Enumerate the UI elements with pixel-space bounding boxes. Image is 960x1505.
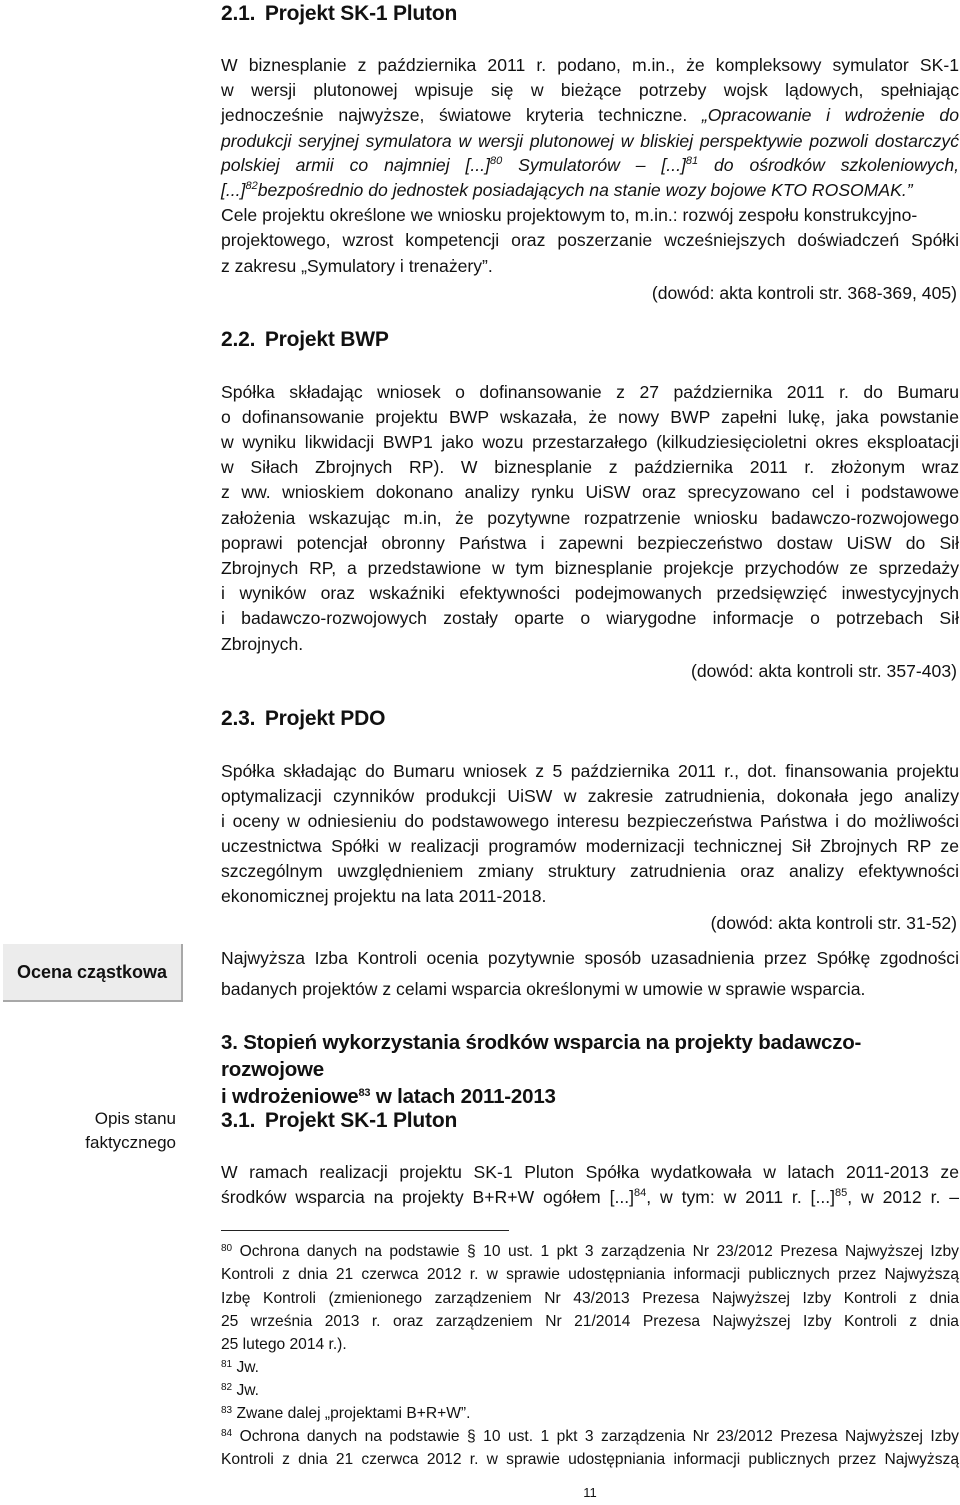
partial-assessment-label: Ocena cząstkowa: [3, 944, 183, 1002]
heading-2-1: [221, 2, 457, 26]
footnote-text: Jw.: [236, 1359, 259, 1376]
quote-span: polskiej armii co najmniej [...]: [221, 155, 490, 175]
text-span: , w 2012 r. –: [847, 1187, 959, 1207]
footnote-line: Izbę Kontroli (zmienionego zarządzeniem Nr 43/2013 Prezesa Najwyższej Izby Kontroli z dnia: [221, 1290, 959, 1307]
heading-3: [221, 1029, 960, 1110]
quote-span: do ośrodków szkoleniowych,: [698, 155, 960, 175]
footnote-80: [221, 1241, 959, 1263]
quote-span: bezpośrednio do jednostek posiadających na stanie wozy bojowe KTO ROSOMAK.: [257, 180, 907, 200]
heading-number: 2.3.: [221, 707, 256, 730]
text-line: W ramach realizacji projektu SK-1 Pluton Spółka wydatkowała w latach 2011-2013 ze: [221, 1162, 959, 1182]
text-line: założenia wskazując m.in, że pozytywne rozpatrzenie wniosku badawczo-rozwojowego: [221, 508, 959, 528]
text-line: w wyniku likwidacji BWP1 jako wozu przestarzałego (kilkudziesięcioletni okres eksploatacji: [221, 432, 959, 452]
factual-state-label: [30, 1107, 176, 1155]
footnote-text: Ochrona danych na podstawie § 10 ust. 1 pkt 3 zarządzenia Nr 23/2012 Prezesa Najwyższej Izby: [239, 1428, 959, 1445]
footnote-82: [221, 1380, 959, 1402]
heading-title: Projekt BWP: [264, 328, 389, 351]
footnote-81: [221, 1357, 959, 1379]
text-line: i badawczo-rozwojowych zostały oparte o wiarygodne informacje o potrzebach Sił: [221, 608, 959, 628]
text-line: o dofinansowanie projektu BWP wskazała, że nowy BWP zapełni lukę, jaka powstanie: [221, 407, 959, 427]
heading-title: w latach 2011-2013: [370, 1085, 556, 1108]
quote-line: produkcji seryjnej symulatora w wersji plutonowej w bliskiej perspektywie pozwoli dostarczyć: [221, 131, 959, 151]
heading-title: Projekt SK-1 Pluton: [264, 2, 458, 25]
text-span: , w tym: w 2011 r. [...]: [646, 1187, 836, 1207]
text-line: poprawi potencjał obronny Państwa i zapewni bezpieczeństwo dostaw UiSW do Sił: [221, 533, 959, 553]
heading-2-2: [221, 328, 389, 352]
text-line: [221, 1185, 959, 1210]
footnote-line: Kontroli z dnia 21 czerwca 2012 r. w sprawie udostępniania informacji publicznych przez Najwyższą: [221, 1451, 959, 1468]
text-line: Zbrojnych RP, a przedstawione w tym biznesplanie projekcje przychodów ze sprzedaży: [221, 558, 959, 578]
footnote-number: 83: [221, 1405, 233, 1416]
text-line: szczególnym uwzględnieniem zmiany struktury zatrudnienia oraz analizy efektywności: [221, 861, 959, 881]
text-line: uczestnictwa Spółki w realizacji programów modernizacji technicznej Sił Zbrojnych RP ze: [221, 836, 959, 856]
footnote-line: Kontroli z dnia 21 czerwca 2012 r. w sprawie udostępniania informacji publicznych przez Najwyższą: [221, 1266, 959, 1283]
text-line: badanych projektów z celami wsparcia określonymi w umowie w sprawie wsparcia.: [221, 979, 866, 999]
text-line: ekonomicznej projektu na lata 2011-2018.: [221, 886, 547, 906]
label-line: Opis stanu: [94, 1109, 176, 1128]
quote-span: Symulatorów – [...]: [502, 155, 686, 175]
text-span: jednocześnie najwyższe, światowe kryteria techniczne.: [221, 105, 688, 125]
quote-line: [221, 153, 959, 178]
heading-number: 2.2.: [221, 328, 256, 351]
footnote-line: 25 września 2013 r. oraz zarządzeniem Nr 21/2014 Prezesa Najwyższej Izby Kontroli z dnia: [221, 1313, 959, 1330]
text-span: środków wsparcia na projekty B+R+W ogółem [...]: [221, 1187, 635, 1207]
footnote-separator: [221, 1230, 509, 1231]
text-line: w Siłach Zbrojnych RP). W biznesplanie z października 2011 r. złożonym wraz: [221, 457, 959, 477]
footnote-84: [221, 1426, 959, 1448]
evidence-reference: (dowód: akta kontroli str. 31-52): [710, 913, 957, 933]
footnote-text: Zwane dalej „projektami B+R+W”.: [236, 1405, 471, 1422]
heading-number: 2.1.: [221, 2, 256, 25]
text-line: Najwyższa Izba Kontroli ocenia pozytywnie sposób uzasadnienia przez Spółkę zgodności: [221, 948, 959, 968]
heading-line: [221, 1083, 960, 1110]
evidence-reference: (dowód: akta kontroli str. 357-403): [690, 661, 957, 681]
footnote-text: Jw.: [236, 1382, 259, 1399]
footnote-ref: 85: [835, 1187, 848, 1199]
footnote-number: 84: [221, 1428, 233, 1439]
text-line: [221, 103, 959, 128]
footnote-number: 82: [221, 1382, 233, 1393]
text-line: z ww. wnioskiem dokonano analizy rynku UiSW oraz sprecyzowano cel i podstawowe: [221, 482, 959, 502]
text-line: Spółka składając do Bumaru wniosek z 5 października 2011 r., dot. finansowania projektu: [221, 761, 959, 781]
text-line: i wyników oraz wskaźniki efektywności podejmowanych przedsięwzięć inwestycyjnych: [221, 583, 959, 603]
text-line: Spółka składając wniosek o dofinansowanie z 27 października 2011 r. do Bumaru: [221, 382, 959, 402]
heading-title: Projekt PDO: [264, 707, 386, 730]
text-line: w wersji plutonowej wpisuje się w bieżące potrzeby wojsk lądowych, spełniając: [221, 80, 959, 100]
heading-title: i wdrożeniowe: [221, 1085, 359, 1108]
heading-title: Projekt SK-1 Pluton: [264, 1109, 458, 1132]
footnote-text: Ochrona danych na podstawie § 10 ust. 1 pkt 3 zarządzenia Nr 23/2012 Prezesa Najwyższej Izby: [239, 1243, 959, 1260]
heading-line: [221, 1029, 960, 1083]
footnote-ref: 81: [685, 155, 699, 167]
page-number: 11: [583, 1485, 597, 1500]
text-line: Zbrojnych.: [221, 634, 304, 654]
footnote-number: 80: [221, 1243, 233, 1254]
heading-number: 3.1.: [221, 1109, 256, 1132]
text-line: projektowego, wzrost kompetencji oraz poszerzanie wcześniejszych doświadczeń Spółki: [221, 230, 959, 250]
footnote-ref: 80: [489, 155, 503, 167]
footnote-ref: 83: [358, 1087, 371, 1099]
text-line: optymalizacji czynników produkcji UiSW w zakresie zatrudnienia, dokonała jego analizy: [221, 786, 959, 806]
heading-3-1: [221, 1109, 457, 1133]
heading-title: Stopień wykorzystania środków wsparcia na projekty badawczo-rozwojowe: [221, 1031, 862, 1081]
footnote-83: [221, 1403, 959, 1425]
text-line: W biznesplanie z października 2011 r. podano, m.in., że kompleksowy symulator SK-1: [221, 55, 959, 75]
footnote-ref: 84: [634, 1187, 647, 1199]
evidence-reference: (dowód: akta kontroli str. 368-369, 405): [651, 283, 957, 303]
footnote-ref: 82: [245, 180, 258, 192]
label-line: faktycznego: [85, 1133, 176, 1152]
text-line: Cele projektu określone we wniosku projektowym to, m.in.: rozwój zespołu konstrukcyjno-: [221, 205, 918, 225]
heading-2-3: [221, 707, 385, 731]
quote-span: [...]: [221, 180, 246, 200]
text-line: z zakresu „Symulatory i trenażery”.: [221, 256, 493, 276]
heading-number: 3.: [221, 1031, 238, 1054]
quote-line: [221, 178, 959, 203]
footnote-line: 25 lutego 2014 r.).: [221, 1336, 347, 1353]
quote-span: ”: [906, 180, 913, 200]
quote-span: „Opracowanie i wdrożenie do: [687, 105, 959, 125]
text-line: i oceny w odniesieniu do podstawowego interesu bezpieczeństwa Państwa i do możliwości: [221, 811, 959, 831]
footnote-number: 81: [221, 1359, 233, 1370]
